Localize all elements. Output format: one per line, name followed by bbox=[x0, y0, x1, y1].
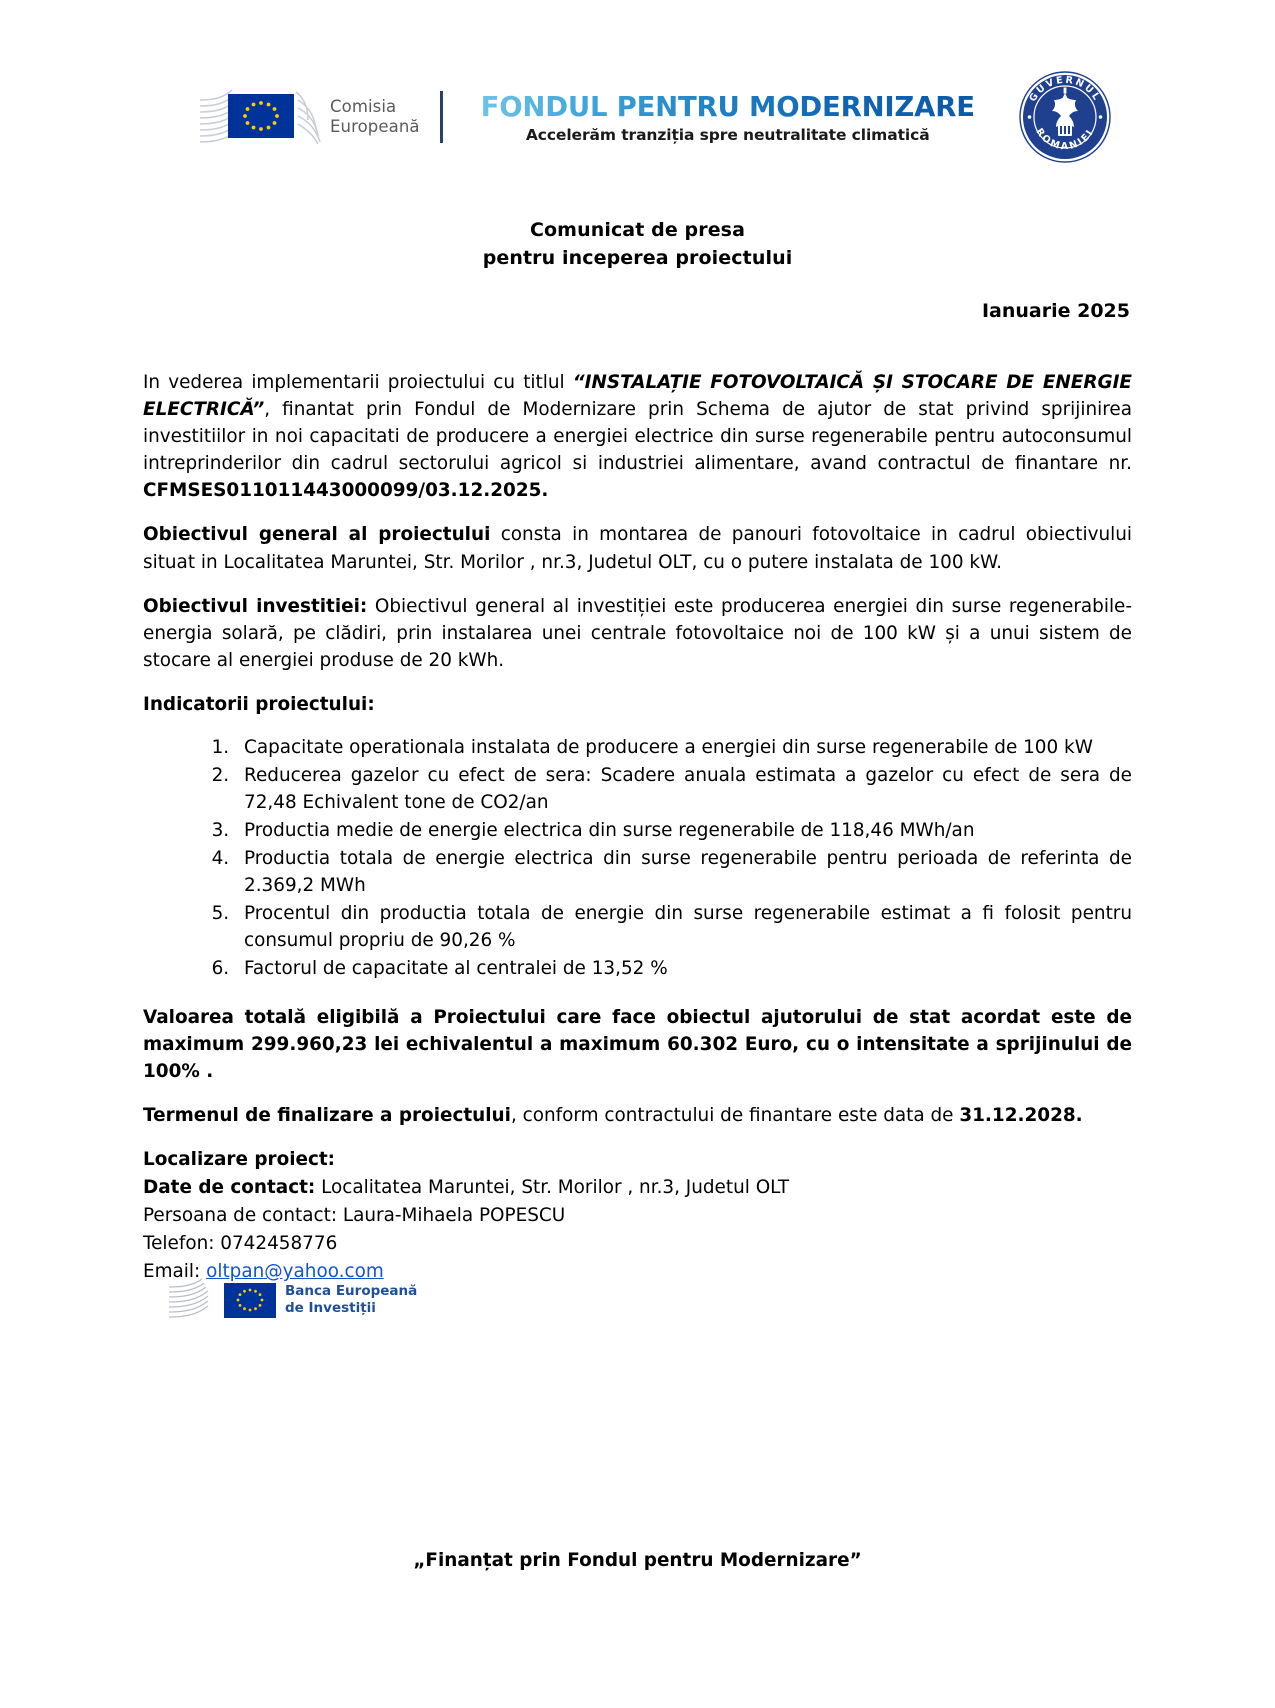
eib-flag-graphic bbox=[224, 1283, 276, 1318]
contact-address-line bbox=[143, 1174, 1132, 1202]
indicators-heading bbox=[143, 691, 1132, 718]
list-item: 3. Productia medie de energie electrica din surse regenerabile de 118,46 MWh/an bbox=[235, 817, 1132, 844]
list-item: 6. Factorul de capacitate al centralei de 13,52 % bbox=[235, 955, 1132, 982]
eib-logo-text bbox=[285, 1283, 417, 1317]
document-date: Ianuarie 2025 bbox=[981, 300, 1130, 323]
document-page bbox=[0, 58, 1275, 1708]
eu-logo-line2: Europeană bbox=[330, 117, 420, 136]
objective-investment-label: Obiectivul investitiei: bbox=[143, 595, 368, 617]
list-item: 2. Reducerea gazelor cu efect de sera: Scadere anuala estimata a gazelor cu efect de sera de 72,48 Echivalent tone de CO2/an bbox=[235, 762, 1132, 816]
intro-text-a: In vederea implementarii proiectului cu titlul bbox=[143, 372, 573, 394]
deadline-label: Termenul de finalizare a proiectului bbox=[143, 1105, 511, 1127]
logo-divider bbox=[440, 91, 443, 143]
header-logo-bar bbox=[143, 58, 1132, 176]
fondul-title: FONDUL PENTRU MODERNIZARE bbox=[480, 90, 975, 123]
contract-number: CFMSES011011443000099/03.12.2025. bbox=[143, 480, 549, 502]
deadline-paragraph bbox=[143, 1102, 1132, 1129]
document-title-line1: Comunicat de presa bbox=[529, 219, 746, 241]
deadline-mid: , conform contractului de finantare este data de bbox=[510, 1105, 960, 1127]
eu-flag-graphic bbox=[198, 86, 324, 148]
total-value-paragraph: Valoarea totală eligibilă a Proiectului care face obiectul ajutorului de stat acordat este de maximum 299.960,23 lei echivalentul a maximum 60.302 Euro, cu o intensitate a sprijinului de 100% . bbox=[143, 1007, 1132, 1083]
localizare-label: Localizare proiect: bbox=[143, 1149, 336, 1171]
document-body bbox=[143, 369, 1132, 1286]
contact-email-label: Email: bbox=[143, 1261, 207, 1283]
document-title bbox=[143, 216, 1132, 272]
list-item: 4. Productia totala de energie electrica din surse regenerabile pentru perioada de referinta de 2.369,2 MWh bbox=[235, 845, 1132, 899]
eib-swoosh-icon bbox=[168, 1277, 228, 1323]
contact-phone-line bbox=[143, 1230, 1132, 1258]
fondul-subtitle: Accelerăm tranziția spre neutralitate climatică bbox=[525, 125, 930, 144]
contact-person-value: Laura-Mihaela POPESCU bbox=[342, 1205, 566, 1227]
project-title: “INSTALAȚIE FOTOVOLTAICĂ ȘI STOCARE DE ENERGIE ELECTRICĂ” bbox=[143, 372, 1132, 421]
intro-text-b: , finantat prin Fondul de Modernizare prin Schema de ajutor de stat privind sprijinirea investitiilor in noi capacitati de producere a energiei electrice din surse regenerabile pentru autoconsumul intreprinderilor din cadrul sectorului agricol si industriei alimentare, avand contractul de finantare nr. bbox=[143, 399, 1132, 475]
indicators-heading-label: Indicatorii proiectului: bbox=[143, 693, 375, 715]
indicators-list bbox=[143, 734, 1132, 982]
contact-person-label: Persoana de contact: bbox=[143, 1205, 343, 1227]
contact-block bbox=[143, 1146, 1132, 1286]
svg-text:ROMANIEI: ROMANIEI bbox=[1033, 126, 1097, 153]
objective-investment-paragraph bbox=[143, 593, 1132, 674]
contact-email-link[interactable]: oltpan@yahoo.com bbox=[206, 1261, 384, 1283]
objective-general-text: consta in montarea de panouri fotovoltaice in cadrul obiectivului situat in Localitatea Maruntei, Str. Morilor , nr.3, Judetul OLT, cu o putere instalata de 100 kW. bbox=[143, 524, 1132, 573]
fondul-pentru-modernizare-logo bbox=[481, 91, 975, 144]
footer-note: „Finanțat prin Fondul pentru Modernizare” bbox=[413, 1550, 862, 1571]
list-item: 5. Procentul din productia totala de energie din surse regenerabile estimat a fi folosit pentru consumul propriu de 90,26 % bbox=[235, 900, 1132, 954]
eib-logo-line2: de Investiții bbox=[285, 1300, 376, 1316]
government-seal-icon bbox=[1017, 69, 1113, 165]
svg-text:GUVERNUL: GUVERNUL bbox=[1027, 74, 1103, 104]
deadline-date: 31.12.2028. bbox=[959, 1105, 1083, 1127]
intro-paragraph bbox=[143, 369, 1132, 504]
contact-address-label: Date de contact: bbox=[143, 1177, 316, 1199]
objective-general-paragraph bbox=[143, 521, 1132, 575]
list-item: 1. Capacitate operationala instalata de producere a energiei din surse regenerabile de 100 kW bbox=[235, 734, 1132, 761]
contact-address-value: Localitatea Maruntei, Str. Morilor , nr.3, Judetul OLT bbox=[315, 1177, 790, 1199]
contact-phone-value: 0742458776 bbox=[220, 1233, 338, 1255]
contact-person-line bbox=[143, 1202, 1132, 1230]
guvernul-romaniei-seal bbox=[1017, 69, 1113, 165]
european-investment-bank-logo bbox=[168, 1270, 417, 1330]
eu-logo-line1: Comisia bbox=[330, 96, 397, 116]
eib-stars-icon bbox=[224, 1283, 276, 1318]
document-title-line2: pentru inceperea proiectului bbox=[482, 247, 793, 270]
objective-general-label: Obiectivul general al proiectului bbox=[143, 524, 491, 546]
european-commission-logo bbox=[198, 86, 443, 148]
eu-logo-text bbox=[330, 97, 420, 137]
objective-investment-text: Obiectivul general al investiției este producerea energiei din surse regenerabile- energia solară, pe clădiri, prin instalarea unei centrale fotovoltaice noi de 100 kW și a unui sistem de stocare al energiei produse de 20 kWh. bbox=[143, 595, 1133, 671]
contact-phone-label: Telefon: bbox=[143, 1233, 221, 1255]
eib-logo-line1: Banca Europeană bbox=[285, 1283, 418, 1300]
eu-stars-icon bbox=[228, 94, 294, 138]
